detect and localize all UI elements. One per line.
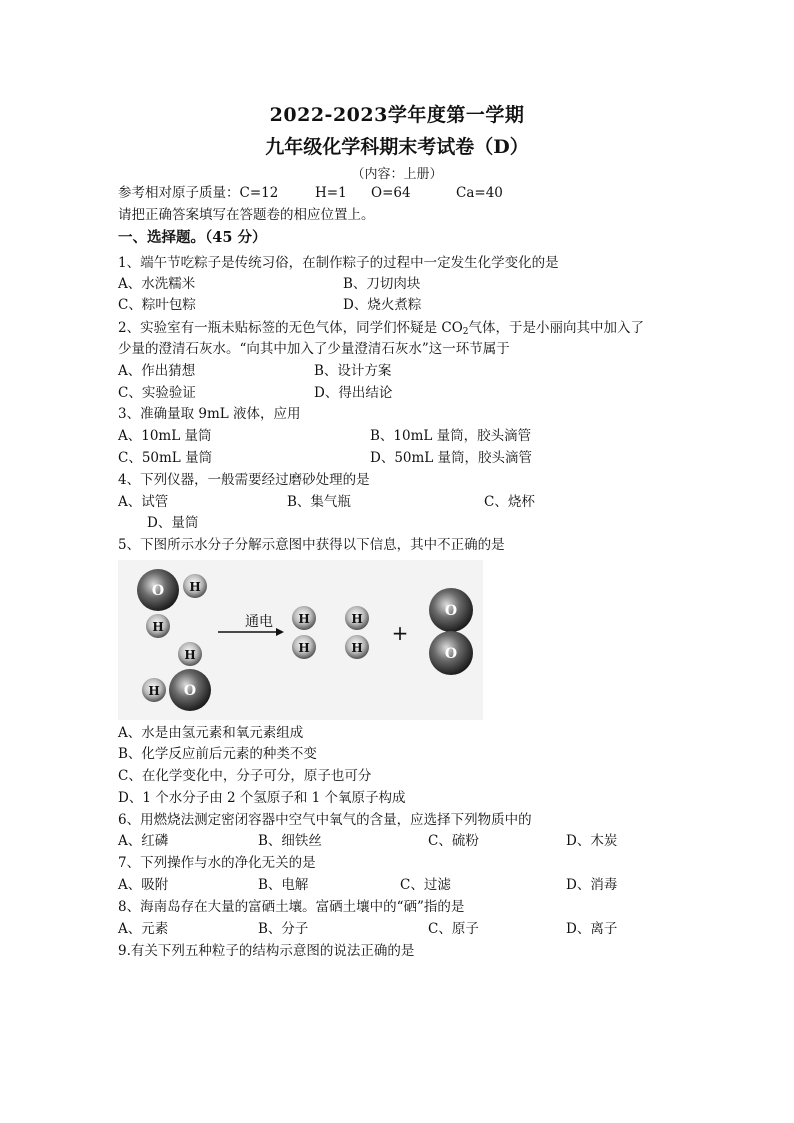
mass-ca: Ca=40 bbox=[456, 185, 503, 201]
water-molecule-2 bbox=[142, 642, 211, 711]
exam-title: 九年级化学科期末考试卷（D） bbox=[265, 136, 529, 158]
q6-option-d: D、木炭 bbox=[566, 833, 618, 849]
question-4-stem: 4、下列仪器，一般需要经过磨砂处理的是 bbox=[118, 472, 370, 488]
q2-option-d: D、得出结论 bbox=[314, 385, 393, 401]
q4-option-b: B、集气瓶 bbox=[287, 494, 351, 510]
oxygen-atom-label: O bbox=[183, 683, 197, 699]
hydrogen-atom-label: H bbox=[298, 612, 310, 626]
q2-option-b: B、设计方案 bbox=[314, 363, 392, 379]
mass-o: O=64 bbox=[371, 185, 411, 201]
q8-option-d: D、离子 bbox=[566, 921, 618, 937]
hydrogen-atom-label: H bbox=[152, 620, 164, 634]
question-3-stem: 3、准确量取 9mL 液体，应用 bbox=[118, 406, 301, 422]
q4-option-a: A、试管 bbox=[118, 494, 169, 510]
water-molecule-1 bbox=[137, 569, 207, 638]
water-decomposition-figure bbox=[118, 560, 483, 720]
water-molecule-diagram bbox=[118, 560, 483, 720]
hydrogen-atom-label: H bbox=[351, 612, 363, 626]
arrow-label: 通电 bbox=[245, 614, 273, 630]
question-7-stem: 7、下列操作与水的净化无关的是 bbox=[118, 855, 316, 871]
hydrogen-molecule-1 bbox=[292, 606, 316, 659]
mass-c: C=12 bbox=[239, 185, 279, 201]
q5-option-d: D、1 个水分子由 2 个氢原子和 1 个氧原子构成 bbox=[118, 790, 406, 806]
q7-option-a: A、吸附 bbox=[118, 877, 169, 893]
question-2-stem-line2: 少量的澄清石灰水。“向其中加入了少量澄清石灰水”这一环节属于 bbox=[118, 341, 510, 357]
q7-option-b: B、电解 bbox=[258, 877, 309, 893]
q6-option-a: A、红磷 bbox=[118, 833, 169, 849]
q8-option-b: B、分子 bbox=[258, 921, 309, 937]
q7-option-d: D、消毒 bbox=[566, 877, 618, 893]
q3-option-b: B、10mL 量筒，胶头滴管 bbox=[370, 428, 532, 444]
hydrogen-atom-label: H bbox=[298, 641, 310, 655]
q1-option-b: B、刀切肉块 bbox=[343, 276, 421, 292]
q8-option-a: A、元素 bbox=[118, 921, 169, 937]
hydrogen-atom-label: H bbox=[351, 641, 363, 655]
hydrogen-atom-label: H bbox=[189, 580, 201, 594]
q5-option-b: B、化学反应前后元素的种类不变 bbox=[118, 746, 317, 762]
question-9-stem: 9.有关下列五种粒子的结构示意图的说法正确的是 bbox=[118, 943, 415, 959]
q3-option-a: A、10mL 量筒 bbox=[118, 428, 212, 444]
oxygen-atom-label: O bbox=[444, 603, 458, 619]
question-5-stem: 5、下图所示水分子分解示意图中获得以下信息，其中不正确的是 bbox=[118, 537, 505, 553]
atomic-mass-line bbox=[118, 184, 503, 202]
instruction: 请把正确答案填写在答题卷的相应位置上。 bbox=[118, 207, 375, 223]
oxygen-atom-label: O bbox=[444, 646, 458, 662]
q5-option-c: C、在化学变化中，分子可分，原子也可分 bbox=[118, 768, 372, 784]
plus-sign: + bbox=[391, 621, 409, 645]
question-2-stem bbox=[118, 319, 644, 341]
reaction-arrow bbox=[218, 613, 284, 636]
q5-option-a: A、水是由氢元素和氧元素组成 bbox=[118, 725, 304, 741]
q3-option-d: D、50mL 量筒，胶头滴管 bbox=[370, 450, 533, 466]
q1-option-a: A、水洗糯米 bbox=[118, 276, 196, 292]
q6-option-b: B、细铁丝 bbox=[258, 833, 322, 849]
question-8-stem: 8、海南岛存在大量的富硒土壤。富硒土壤中的“硒”指的是 bbox=[118, 899, 465, 915]
q4-option-d: D、量筒 bbox=[147, 515, 199, 531]
q2-option-a: A、作出猜想 bbox=[118, 363, 196, 379]
q7-option-c: C、过滤 bbox=[400, 877, 451, 893]
q2-option-c: C、实验验证 bbox=[118, 385, 196, 401]
q2-stem-subscript: 2 bbox=[462, 327, 469, 337]
q3-option-c: C、50mL 量筒 bbox=[118, 450, 213, 466]
question-6-stem: 6、用燃烧法测定密闭容器中空气中氧气的含量，应选择下列物质中的 bbox=[118, 812, 532, 828]
q2-stem-part1: 2、实验室有一瓶未贴标签的无色气体，同学们怀疑是 CO bbox=[118, 320, 463, 336]
exam-title-year: 2022-2023学年度第一学期 bbox=[269, 104, 525, 126]
hydrogen-atom-label: H bbox=[148, 684, 160, 698]
mass-h: H=1 bbox=[315, 185, 347, 201]
hydrogen-molecule-2 bbox=[345, 606, 369, 659]
oxygen-molecule bbox=[429, 588, 473, 675]
exam-scope: （内容：上册） bbox=[351, 167, 443, 182]
q6-option-c: C、硫粉 bbox=[428, 833, 479, 849]
q4-option-c: C、烧杯 bbox=[484, 494, 535, 510]
section-title: 一、选择题。（45 分） bbox=[118, 229, 267, 246]
q1-option-c: C、粽叶包粽 bbox=[118, 297, 196, 313]
oxygen-atom-label: O bbox=[151, 583, 165, 599]
atomic-mass-label: 参考相对原子质量： bbox=[118, 185, 240, 201]
q1-option-d: D、烧火煮粽 bbox=[343, 297, 422, 313]
q8-option-c: C、原子 bbox=[428, 921, 479, 937]
question-1-stem: 1、端午节吃粽子是传统习俗，在制作粽子的过程中一定发生化学变化的是 bbox=[118, 255, 559, 271]
q2-stem-part2: 气体，于是小丽向其中加入了 bbox=[468, 320, 645, 336]
hydrogen-atom-label: H bbox=[184, 648, 196, 662]
